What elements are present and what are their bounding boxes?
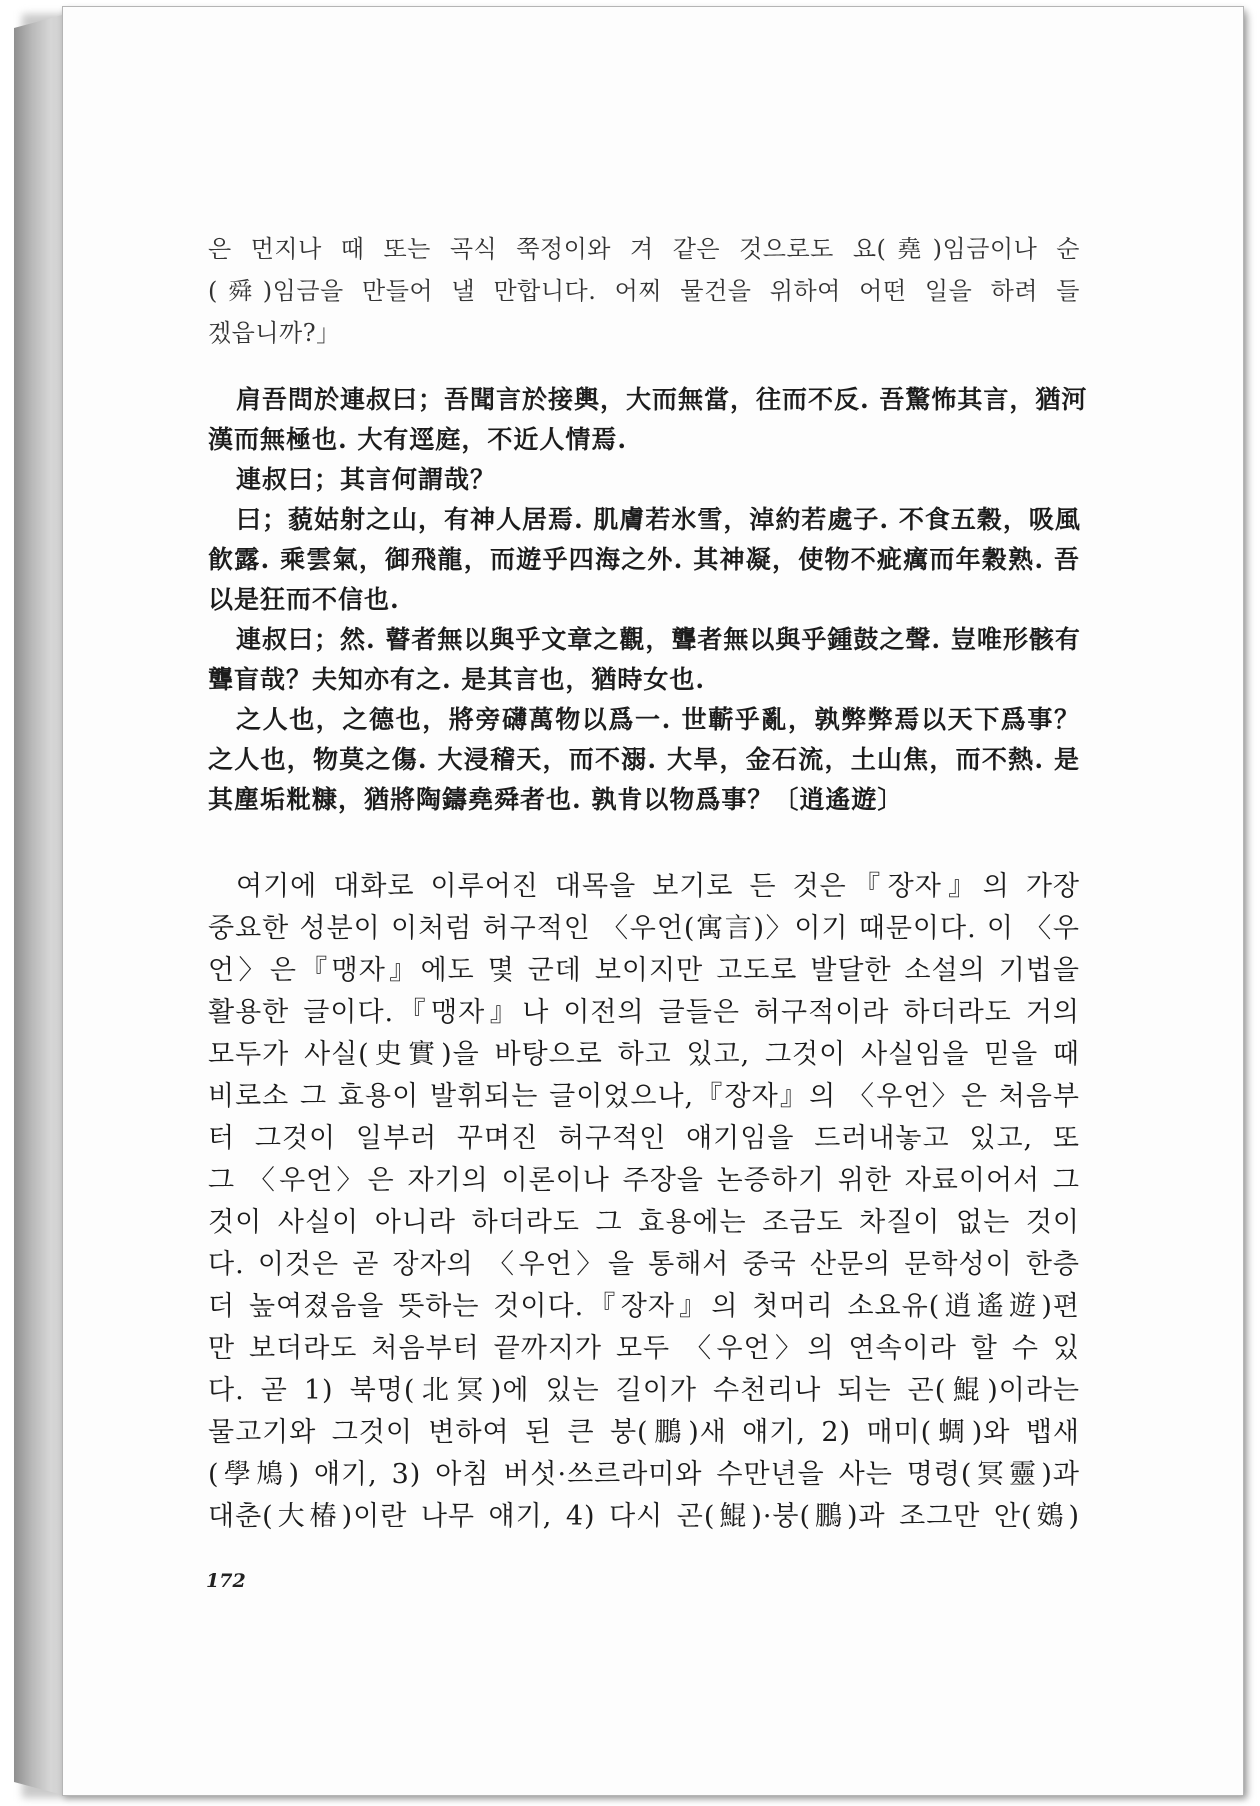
page-number: 172 <box>206 1570 246 1592</box>
chinese-line: 以是狂而不信也. <box>208 585 400 614</box>
chinese-line: 之人也，物莫之傷. 大浸稽天，而不溺. 大旱，金石流，土山焦，而不熱. 是 <box>208 745 1080 774</box>
chinese-line: 漢而無極也. 大有逕庭，不近人情焉. <box>208 425 628 454</box>
body-line: 더 높여졌음을 뜻하는 것이다.『장자』의 첫머리 소요유(逍遙遊)편 <box>208 1291 1080 1322</box>
top-quote-line: (舜)임금을 만들어 낼 만합니다. 어찌 물건을 위하여 어떤 일을 하려 들 <box>208 277 1080 305</box>
body-line: 비로소 그 효용이 발휘되는 글이었으나,『장자』의 〈우언〉은 처음부 <box>208 1081 1080 1112</box>
top-quote-line: 은 먼지나 때 또는 곡식 쭉정이와 겨 같은 것으로도 요(堯)임금이나 순 <box>208 235 1080 263</box>
book-spine-edge <box>14 14 66 1796</box>
body-line: 언〉은『맹자』에도 몇 군데 보이지만 고도로 발달한 소설의 기법을 <box>208 955 1080 986</box>
body-paragraph <box>208 866 1080 1538</box>
body-line: 그 〈우언〉은 자기의 이론이나 주장을 논증하기 위한 자료이어서 그 <box>208 1165 1080 1196</box>
chinese-line: 連叔曰；其言何謂哉？ <box>236 465 497 494</box>
body-line: 중요한 성분이 이처럼 허구적인 〈우언(寓言)〉이기 때문이다. 이 〈우 <box>208 913 1080 944</box>
body-line: 다. 이것은 곧 장자의 〈우언〉을 통해서 중국 산문의 문학성이 한층 <box>208 1249 1080 1280</box>
body-line: 물고기와 그것이 변하여 된 큰 붕(鵬)새 얘기, 2) 매미(蜩)와 뱁새 <box>208 1417 1080 1448</box>
body-line: 여기에 대화로 이루어진 대목을 보기로 든 것은『장자』의 가장 <box>236 871 1080 902</box>
body-line: 다. 곧 1) 북명(北冥)에 있는 길이가 수천리나 되는 곤(鯤)이라는 <box>208 1375 1080 1406</box>
body-line: (學鳩) 얘기, 3) 아침 버섯·쓰르라미와 수만년을 사는 명령(冥靈)과 <box>208 1459 1080 1490</box>
chinese-line: 曰；藐姑射之山，有神人居焉. 肌膚若氷雪，淖約若處子. 不食五穀，吸風 <box>236 505 1081 534</box>
top-quote-block <box>208 228 1080 354</box>
body-line: 터 그것이 일부러 꾸며진 허구적인 얘기임을 드러내놓고 있고, 또 <box>208 1123 1080 1154</box>
chinese-line: 之人也，之德也，將旁礴萬物以爲一. 世蘄乎亂，孰弊弊焉以天下爲事？ <box>236 705 1080 734</box>
body-line: 것이 사실이 아니라 하더라도 그 효용에는 조금도 차질이 없는 것이 <box>208 1207 1080 1238</box>
chinese-line: 聾盲哉？夫知亦有之. 是其言也，猶時女也. <box>208 665 706 694</box>
chinese-passage <box>208 380 1088 820</box>
top-quote-line: 겠읍니까?」 <box>208 319 341 347</box>
chinese-line: 其塵垢粃糠，猶將陶鑄堯舜者也. 孰肯以物爲事？〔逍遙遊〕 <box>208 785 904 814</box>
body-line: 대춘(大椿)이란 나무 얘기, 4) 다시 곤(鯤)·붕(鵬)과 조그만 안(鴳) <box>208 1501 1080 1532</box>
body-line: 만 보더라도 처음부터 끝까지가 모두 〈우언〉의 연속이라 할 수 있 <box>208 1333 1080 1364</box>
chinese-line: 飮露. 乘雲氣，御飛龍，而遊乎四海之外. 其神凝，使物不疵癘而年穀熟. 吾 <box>208 545 1080 574</box>
body-line: 모두가 사실(史實)을 바탕으로 하고 있고, 그것이 사실임을 믿을 때 <box>208 1039 1080 1070</box>
chinese-line: 連叔曰；然. 瞽者無以與乎文章之觀，聾者無以與乎鍾鼓之聲. 豈唯形骸有 <box>236 625 1081 654</box>
chinese-line: 肩吾問於連叔曰；吾聞言於接輿，大而無當，往而不反. 吾驚怖其言，猶河 <box>236 385 1088 414</box>
body-line: 활용한 글이다.『맹자』나 이전의 글들은 허구적이라 하더라도 거의 <box>208 997 1080 1028</box>
